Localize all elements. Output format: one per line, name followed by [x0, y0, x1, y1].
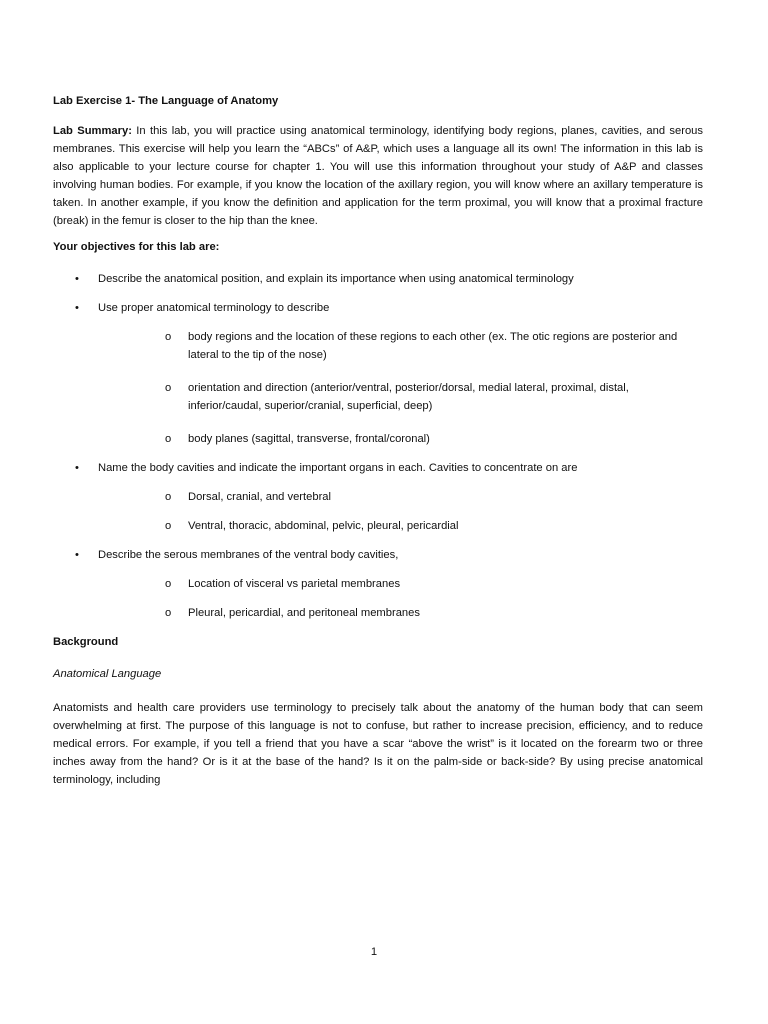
circle-bullet-icon: o — [165, 331, 172, 343]
page-number: 1 — [370, 946, 378, 958]
page-content — [53, 92, 703, 789]
sub-objectives-list — [98, 328, 703, 448]
objective-item — [53, 270, 703, 288]
sub-objective-item — [98, 379, 703, 415]
sub-objective-item — [98, 575, 703, 593]
sub-objective-item — [98, 517, 703, 535]
sub-objectives-list — [98, 575, 703, 622]
sub-objective-text: body planes (sagittal, transverse, frontal/coronal) — [188, 433, 430, 445]
background-heading: Background — [53, 636, 119, 648]
lab-summary-label: Lab Summary: — [53, 125, 132, 137]
objective-text: Describe the anatomical position, and explain its importance when using anatomical terminology — [98, 273, 574, 285]
background-paragraph: Anatomists and health care providers use terminology to precisely talk about the anatomy of the human body that can seem overwhelming at first. The purpose of this language is not to confuse, but rather to increase precision, efficiency, and to reduce medical errors. For example, if you tell a friend that you have a scar “above the wrist” is it located on the forearm two or three inches away from the hand? Or is it at the base of the hand? Is it on the palm-side or back-side? By using precise anatomical terminology, including — [53, 702, 703, 786]
sub-objective-text: orientation and direction (anterior/ventral, posterior/dorsal, medial lateral, proximal, distal, inferior/caudal, superior/cranial, superficial, deep) — [188, 382, 629, 412]
objectives-list — [53, 270, 703, 622]
sub-objective-text: Ventral, thoracic, abdominal, pelvic, pleural, pericardial — [188, 520, 459, 532]
sub-objective-item — [98, 604, 703, 622]
circle-bullet-icon: o — [165, 491, 172, 503]
lab-summary-text: In this lab, you will practice using anatomical terminology, identifying body regions, planes, cavities, and serous membranes. This exercise will help you learn the “ABCs” of A&P, which uses a language all its own! The information in this lab is also applicable to your lecture course for chapter 1. You will use this information throughout your study of A&P and classes involving human bodies. For example, if you know the location of the axillary region, you will know where an axillary temperature is taken. In another example, if you know the definition and application for the term proximal, you will know that a proximal fracture (break) in the femur is closer to the hip than the knee. — [53, 125, 703, 227]
lab-summary-paragraph — [53, 122, 703, 230]
bullet-icon: • — [75, 462, 79, 474]
objective-item — [53, 546, 703, 622]
sub-objectives-list — [98, 488, 703, 535]
anatomical-language-heading: Anatomical Language — [53, 668, 162, 680]
objectives-heading: Your objectives for this lab are: — [53, 241, 220, 253]
sub-objective-text: Dorsal, cranial, and vertebral — [188, 491, 332, 503]
sub-objective-item — [98, 488, 703, 506]
objective-item — [53, 299, 703, 448]
circle-bullet-icon: o — [165, 382, 172, 394]
sub-objective-item — [98, 328, 703, 364]
circle-bullet-icon: o — [165, 607, 172, 619]
circle-bullet-icon: o — [165, 578, 172, 590]
bullet-icon: • — [75, 273, 79, 285]
objective-text: Name the body cavities and indicate the important organs in each. Cavities to concentrate on are — [98, 462, 578, 474]
sub-objective-text: Pleural, pericardial, and peritoneal membranes — [188, 607, 420, 619]
objective-text: Describe the serous membranes of the ventral body cavities, — [98, 549, 399, 561]
circle-bullet-icon: o — [165, 520, 172, 532]
circle-bullet-icon: o — [165, 433, 172, 445]
bullet-icon: • — [75, 302, 79, 314]
sub-objective-item — [98, 430, 703, 448]
objective-item — [53, 459, 703, 535]
sub-objective-text: body regions and the location of these regions to each other (ex. The otic regions are posterior and lateral to the tip of the nose) — [188, 331, 678, 361]
sub-objective-text: Location of visceral vs parietal membranes — [188, 578, 401, 590]
objective-text: Use proper anatomical terminology to describe — [98, 302, 330, 314]
bullet-icon: • — [75, 549, 79, 561]
document-title: Lab Exercise 1- The Language of Anatomy — [53, 95, 279, 107]
